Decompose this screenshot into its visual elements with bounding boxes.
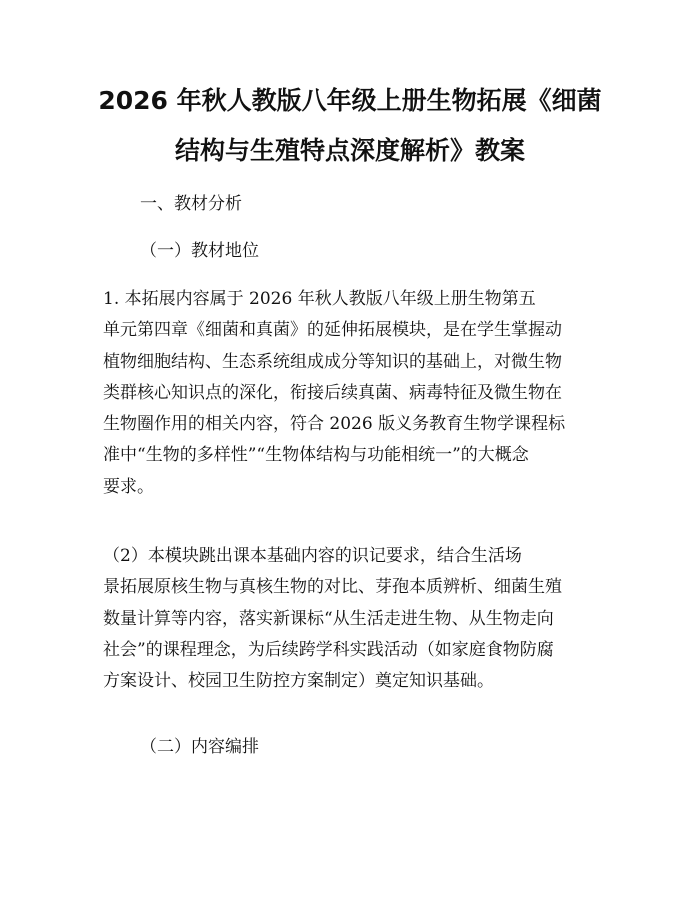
document-title-line-2: 结构与生殖特点深度解析》教案 — [174, 136, 525, 165]
paragraph-line: 方案设计、校园卫生防控方案制定）奠定知识基础。 — [103, 671, 494, 692]
paragraph-textbook-position — [103, 284, 599, 503]
paragraph-line: 类群核心知识点的深化，衔接后续真菌、病毒特征及微生物在 — [103, 382, 562, 403]
paragraph-line: 社会”的课程理念，为后续跨学科实践活动（如家庭食物防腐 — [103, 639, 554, 660]
paragraph-line: 单元第四章《细菌和真菌》的延伸拓展模块，是在学生掌握动 — [103, 320, 562, 341]
paragraph-line: （2）本模块跳出课本基础内容的识记要求，结合生活场 — [103, 546, 522, 566]
subsection-heading-content-arrangement: （二）内容编排 — [140, 737, 259, 757]
paragraph-line: 1. 本拓展内容属于 2026 年秋人教版八年级上册生物第五 — [103, 289, 536, 309]
subsection-heading-textbook-position: （一）教材地位 — [140, 241, 259, 261]
paragraph-line: 植物细胞结构、生态系统组成成分等知识的基础上，对微生物 — [103, 351, 562, 372]
paragraph-line: 景拓展原核生物与真核生物的对比、芽孢本质辨析、细菌生殖 — [103, 577, 562, 598]
paragraph-line: 要求。 — [103, 476, 154, 497]
paragraph-line: 数量计算等内容，落实新课标“从生活走进生物、从生物走向 — [103, 608, 554, 629]
section-heading-textbook-analysis: 一、教材分析 — [140, 194, 242, 214]
document-title-line-1: 2026 年秋人教版八年级上册生物拓展《细菌 — [98, 86, 602, 115]
paragraph-line: 准中“生物的多样性”“生物体结构与功能相统一”的大概念 — [103, 445, 529, 466]
paragraph-line: 生物圈作用的相关内容，符合 2026 版义务教育生物学课程标 — [103, 414, 566, 435]
paragraph-module-extension — [103, 541, 599, 697]
